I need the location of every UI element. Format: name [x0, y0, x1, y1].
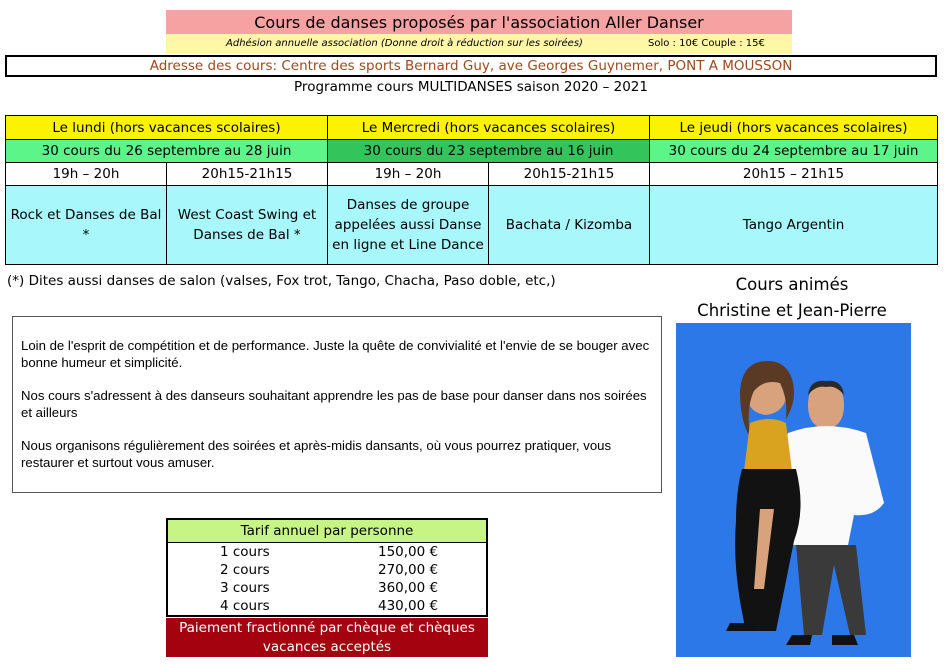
tariff-price: 270,00 €	[378, 562, 439, 578]
tariff-price: 430,00 €	[378, 598, 439, 614]
teachers-caption	[672, 272, 912, 324]
description-paragraph: Nos cours s'adressent à des danseurs souhaitant apprendre les pas de base pour danser dans nos soirées et ailleurs	[21, 388, 647, 420]
tariff-row	[168, 561, 486, 579]
payment-note	[166, 618, 488, 657]
period-wednesday: 30 cours du 23 septembre au 16 juin	[328, 140, 650, 163]
tariff-price: 360,00 €	[378, 580, 439, 596]
time-slot: 19h – 20h	[6, 163, 167, 186]
dancing-couple-illustration	[676, 323, 911, 657]
tariff-price: 150,00 €	[378, 544, 439, 560]
course-name: West Coast Swing et Danses de Bal *	[167, 186, 328, 265]
tariff-courses: 3 cours	[220, 580, 270, 596]
teachers-photo	[676, 323, 911, 657]
title-text: Cours de danses proposés par l'association Aller Danser	[254, 12, 704, 32]
course-name: Tango Argentin	[650, 186, 938, 265]
teachers-line-2: Christine et Jean-Pierre	[697, 301, 887, 320]
payment-text: Paiement fractionné par chèque et chèques vacances acceptés	[179, 619, 475, 655]
course-name: Rock et Danses de Bal *	[6, 186, 167, 265]
description-paragraph: Nous organisons régulièrement des soirées et après-midis dansants, où vous pourrez pratiquer, vous restaurer et surtout vous amuser.	[21, 438, 612, 470]
time-slot: 20h15-21h15	[167, 163, 328, 186]
description-box	[12, 316, 662, 493]
schedule-table	[5, 115, 937, 265]
teachers-line-1: Cours animés	[735, 275, 849, 294]
period-monday: 30 cours du 26 septembre au 28 juin	[6, 140, 328, 163]
tariff-courses: 2 cours	[220, 562, 270, 578]
membership-text: Adhésion annuelle association (Donne droit à réduction sur les soirées)	[226, 38, 583, 49]
address-banner	[5, 55, 937, 77]
course-name: Bachata / Kizomba	[489, 186, 650, 265]
time-slot: 19h – 20h	[328, 163, 489, 186]
membership-banner	[166, 34, 792, 54]
footnote: (*) Dites aussi danses de salon (valses, Fox trot, Tango, Chacha, Paso doble, etc,)	[7, 273, 556, 289]
day-header-monday: Le lundi (hors vacances scolaires)	[6, 116, 328, 140]
tariff-row	[168, 543, 486, 561]
tariff-row	[168, 597, 486, 615]
period-thursday: 30 cours du 24 septembre au 17 juin	[650, 140, 938, 163]
time-slot: 20h15-21h15	[489, 163, 650, 186]
tariff-table	[166, 518, 488, 617]
tariff-row	[168, 579, 486, 597]
program-heading	[5, 78, 937, 96]
membership-prices: Solo : 10€ Couple : 15€	[648, 38, 765, 49]
day-header-wednesday: Le Mercredi (hors vacances scolaires)	[328, 116, 650, 140]
program-text: Programme cours MULTIDANSES saison 2020 – 2021	[294, 79, 648, 95]
description-paragraph: Loin de l'esprit de compétition et de performance. Juste la quête de convivialité et l'envie de se bouger avec bonne humeur et simplicité.	[21, 338, 650, 370]
course-name: Danses de groupe appelées aussi Danse en ligne et Line Dance	[328, 186, 489, 265]
tariff-courses: 1 cours	[220, 544, 270, 560]
tariff-title: Tarif annuel par personne	[168, 520, 486, 543]
tariff-courses: 4 cours	[220, 598, 270, 614]
day-header-thursday: Le jeudi (hors vacances scolaires)	[650, 116, 938, 140]
address-text: Adresse des cours: Centre des sports Bernard Guy, ave Georges Guynemer, PONT A MOUSSON	[149, 58, 793, 74]
page-title	[166, 10, 792, 34]
time-slot: 20h15 – 21h15	[650, 163, 938, 186]
